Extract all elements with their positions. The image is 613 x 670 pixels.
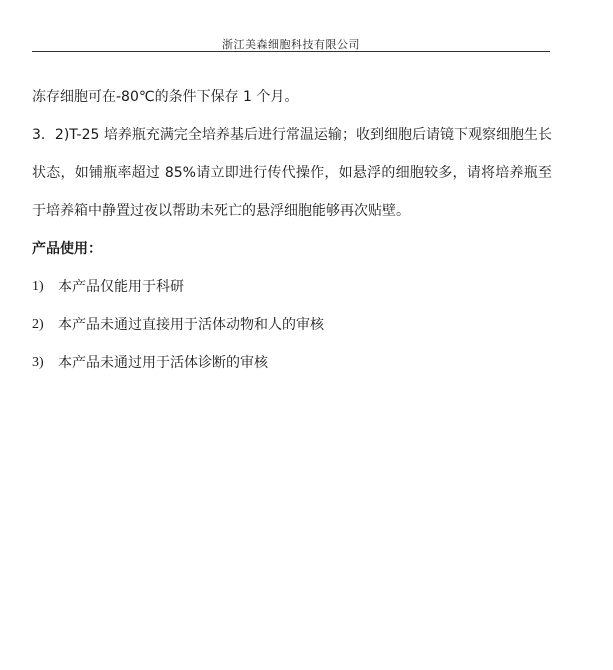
transport-paragraph: 3．2)T-25 培养瓶充满完全培养基后进行常温运输；收到细胞后请镜下观察细胞生长状态，如铺瓶率超过 85%请立即进行传代操作，如悬浮的细胞较多，请将培养瓶至于培养箱中静置过夜以帮助未死亡的悬浮细胞能够再次贴壁。 bbox=[32, 127, 552, 219]
page-header: 浙江美森细胞科技有限公司 bbox=[222, 38, 360, 51]
document-body bbox=[32, 78, 552, 382]
list-item bbox=[32, 306, 552, 344]
list-item-text: 本产品未通过直接用于活体动物和人的审核 bbox=[58, 317, 324, 333]
header-divider bbox=[32, 51, 550, 52]
list-item-text: 本产品未通过用于活体诊断的审核 bbox=[58, 355, 268, 371]
list-item bbox=[32, 268, 552, 306]
list-item-text: 本产品仅能用于科研 bbox=[58, 279, 184, 295]
section-title-product-use: 产品使用： bbox=[32, 241, 102, 257]
storage-paragraph: 冻存细胞可在-80℃的条件下保存 1 个月。 bbox=[32, 89, 299, 105]
list-item-number: 2) bbox=[32, 317, 44, 332]
list-item bbox=[32, 344, 552, 382]
list-item-number: 1) bbox=[32, 279, 44, 294]
list-item-number: 3) bbox=[32, 355, 44, 370]
